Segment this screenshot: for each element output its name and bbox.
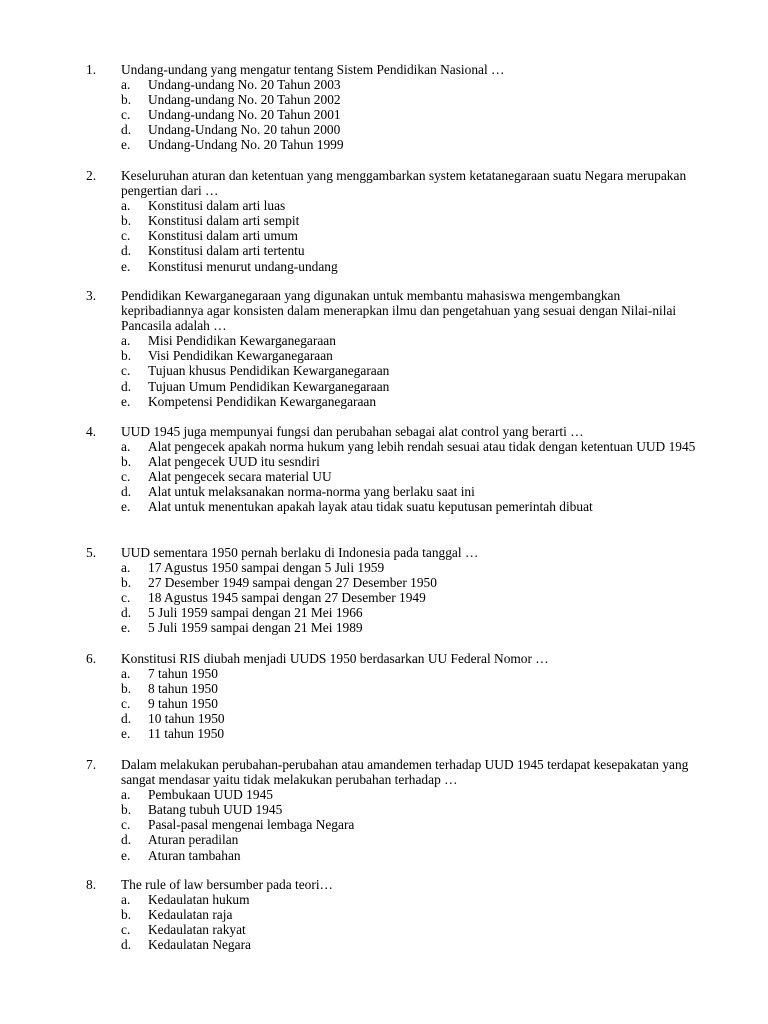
option-letter: a. xyxy=(121,666,131,682)
question-text: Dalam melakukan perubahan-perubahan atau amandemen terhadap UUD 1945 terdapat kesepakatan yang sangat mendasar yaitu tidak melakukan perubahan terhadap … xyxy=(121,757,689,788)
option-b xyxy=(0,92,768,107)
option-letter: b. xyxy=(121,454,132,470)
question-number: 4. xyxy=(86,424,97,439)
option-letter: b. xyxy=(121,802,132,818)
question-text: Konstitusi RIS diubah menjadi UUDS 1950 berdasarkan UU Federal Nomor … xyxy=(121,651,549,666)
option-c xyxy=(0,107,768,122)
option-text: Alat pengecek UUD itu sesndiri xyxy=(148,454,320,470)
option-text: 27 Desember 1949 sampai dengan 27 Desember 1950 xyxy=(148,575,437,591)
option-b xyxy=(0,907,768,922)
option-text: Alat untuk melaksanakan norma-norma yang berlaku saat ini xyxy=(148,484,475,500)
option-letter: d. xyxy=(121,832,132,848)
option-text: 17 Agustus 1950 sampai dengan 5 Juli 1959 xyxy=(148,560,385,576)
option-text: Aturan tambahan xyxy=(148,847,241,863)
option-a xyxy=(0,439,768,454)
option-text: 5 Juli 1959 sampai dengan 21 Mei 1989 xyxy=(148,620,363,636)
option-letter: a. xyxy=(121,333,131,349)
option-e xyxy=(0,848,768,863)
question-number: 7. xyxy=(86,757,97,772)
question-4 xyxy=(0,424,768,515)
option-letter: e. xyxy=(121,393,131,409)
option-text: Aturan peradilan xyxy=(148,832,239,848)
option-a xyxy=(0,666,768,681)
option-letter: a. xyxy=(121,77,131,93)
option-b xyxy=(0,802,768,817)
option-letter: c. xyxy=(121,590,131,606)
option-letter: d. xyxy=(121,378,132,394)
option-d xyxy=(0,122,768,137)
question-number: 2. xyxy=(86,168,97,183)
option-letter: b. xyxy=(121,907,132,923)
option-letter: a. xyxy=(121,439,131,455)
option-text: Kedaulatan rakyat xyxy=(148,922,246,938)
question-row xyxy=(0,168,768,198)
option-text: Konstitusi dalam arti luas xyxy=(148,198,286,214)
option-letter: a. xyxy=(121,892,131,908)
option-a xyxy=(0,560,768,575)
option-letter: c. xyxy=(121,922,131,938)
option-d xyxy=(0,711,768,726)
option-text: 5 Juli 1959 sampai dengan 21 Mei 1966 xyxy=(148,605,363,621)
question-text: The rule of law bersumber pada teori… xyxy=(121,877,333,892)
option-d xyxy=(0,937,768,952)
option-letter: d. xyxy=(121,711,132,727)
option-text: Undang-Undang No. 20 Tahun 1999 xyxy=(148,137,344,153)
option-letter: c. xyxy=(121,469,131,485)
option-text: Misi Pendidikan Kewarganegaraan xyxy=(148,333,336,349)
option-d xyxy=(0,484,768,499)
question-text: UUD 1945 juga mempunyai fungsi dan perubahan sebagai alat control yang berarti … xyxy=(121,424,584,439)
option-letter: d. xyxy=(121,484,132,500)
option-d xyxy=(0,379,768,394)
option-text: Undang-Undang No. 20 tahun 2000 xyxy=(148,122,341,138)
option-a xyxy=(0,787,768,802)
option-b xyxy=(0,348,768,363)
option-letter: e. xyxy=(121,499,131,515)
option-text: 11 tahun 1950 xyxy=(148,726,225,742)
question-3 xyxy=(0,288,768,409)
option-text: Pembukaan UUD 1945 xyxy=(148,787,273,803)
question-6 xyxy=(0,651,768,742)
option-letter: a. xyxy=(121,787,131,803)
question-number: 3. xyxy=(86,288,97,303)
option-c xyxy=(0,590,768,605)
option-c xyxy=(0,696,768,711)
option-b xyxy=(0,681,768,696)
option-letter: b. xyxy=(121,681,132,697)
option-b xyxy=(0,213,768,228)
option-text: Pasal-pasal mengenai lembaga Negara xyxy=(148,817,355,833)
option-text: Undang-undang No. 20 Tahun 2001 xyxy=(148,107,341,123)
question-1 xyxy=(0,62,768,153)
question-number: 1. xyxy=(86,62,97,77)
option-text: Kompetensi Pendidikan Kewarganegaraan xyxy=(148,393,377,409)
option-e xyxy=(0,137,768,152)
option-text: Kedaulatan raja xyxy=(148,907,233,923)
question-text: Undang-undang yang mengatur tentang Sistem Pendidikan Nasional … xyxy=(121,62,505,77)
option-d xyxy=(0,605,768,620)
option-text: Tujuan Umum Pendidikan Kewarganegaraan xyxy=(148,378,390,394)
option-letter: c. xyxy=(121,696,131,712)
question-number: 6. xyxy=(86,651,97,666)
option-letter: e. xyxy=(121,847,131,863)
question-row xyxy=(0,288,768,333)
option-letter: a. xyxy=(121,560,131,576)
question-row xyxy=(0,757,768,787)
option-a xyxy=(0,892,768,907)
option-e xyxy=(0,499,768,514)
option-c xyxy=(0,922,768,937)
option-text: 10 tahun 1950 xyxy=(148,711,225,727)
option-text: Undang-undang No. 20 Tahun 2003 xyxy=(148,77,341,93)
question-7 xyxy=(0,757,768,863)
question-2 xyxy=(0,168,768,274)
option-e xyxy=(0,259,768,274)
question-row xyxy=(0,651,768,666)
option-letter: b. xyxy=(121,575,132,591)
option-letter: b. xyxy=(121,348,132,364)
question-row xyxy=(0,62,768,77)
option-text: Alat pengecek secara material UU xyxy=(148,469,332,485)
option-text: Visi Pendidikan Kewarganegaraan xyxy=(148,348,333,364)
option-c xyxy=(0,817,768,832)
option-letter: c. xyxy=(121,817,131,833)
option-text: Alat pengecek apakah norma hukum yang lebih rendah sesuai atau tidak dengan ketentuan UUD 1945 xyxy=(148,439,696,455)
option-letter: c. xyxy=(121,107,131,123)
option-b xyxy=(0,575,768,590)
option-text: Tujuan khusus Pendidikan Kewarganegaraan xyxy=(148,363,390,379)
question-number: 8. xyxy=(86,877,97,892)
option-text: 9 tahun 1950 xyxy=(148,696,218,712)
option-text: 7 tahun 1950 xyxy=(148,666,218,682)
option-a xyxy=(0,77,768,92)
question-8 xyxy=(0,877,768,952)
option-text: Konstitusi menurut undang-undang xyxy=(148,258,338,274)
option-e xyxy=(0,620,768,635)
option-letter: d. xyxy=(121,937,132,953)
option-text: Kedaulatan Negara xyxy=(148,937,251,953)
option-text: Batang tubuh UUD 1945 xyxy=(148,802,283,818)
option-text: Undang-undang No. 20 Tahun 2002 xyxy=(148,92,341,108)
question-text: Keseluruhan aturan dan ketentuan yang menggambarkan system ketatanegaraan suatu Negara merupakan pengertian dari … xyxy=(121,168,687,199)
option-a xyxy=(0,198,768,213)
question-row xyxy=(0,877,768,892)
question-number: 5. xyxy=(86,545,97,560)
option-e xyxy=(0,394,768,409)
option-letter: b. xyxy=(121,213,132,229)
option-letter: d. xyxy=(121,122,132,138)
option-text: 8 tahun 1950 xyxy=(148,681,218,697)
question-row xyxy=(0,424,768,439)
option-d xyxy=(0,832,768,847)
option-c xyxy=(0,363,768,378)
option-letter: d. xyxy=(121,243,132,259)
option-text: Konstitusi dalam arti sempit xyxy=(148,213,300,229)
question-5 xyxy=(0,545,768,636)
option-letter: d. xyxy=(121,605,132,621)
option-c xyxy=(0,228,768,243)
option-text: Konstitusi dalam arti umum xyxy=(148,228,298,244)
question-row xyxy=(0,545,768,560)
option-e xyxy=(0,726,768,741)
option-letter: b. xyxy=(121,92,132,108)
option-text: Alat untuk menentukan apakah layak atau tidak suatu keputusan pemerintah dibuat xyxy=(148,499,593,515)
option-letter: e. xyxy=(121,726,131,742)
option-letter: e. xyxy=(121,137,131,153)
option-letter: e. xyxy=(121,258,131,274)
option-c xyxy=(0,469,768,484)
option-text: Kedaulatan hukum xyxy=(148,892,250,908)
option-d xyxy=(0,243,768,258)
option-letter: e. xyxy=(121,620,131,636)
question-text: Pendidikan Kewarganegaraan yang digunakan untuk membantu mahasiswa mengembangkan kepribadiannya agar konsisten dalam menerapkan ilmu dan pengetahuan yang sesuai dengan Nilai-nilai Pancasila adalah … xyxy=(121,288,677,334)
option-a xyxy=(0,333,768,348)
option-letter: c. xyxy=(121,228,131,244)
option-letter: c. xyxy=(121,363,131,379)
option-letter: a. xyxy=(121,198,131,214)
option-b xyxy=(0,454,768,469)
question-text: UUD sementara 1950 pernah berlaku di Indonesia pada tanggal … xyxy=(121,545,479,560)
option-text: 18 Agustus 1945 sampai dengan 27 Desember 1949 xyxy=(148,590,426,606)
option-text: Konstitusi dalam arti tertentu xyxy=(148,243,305,259)
